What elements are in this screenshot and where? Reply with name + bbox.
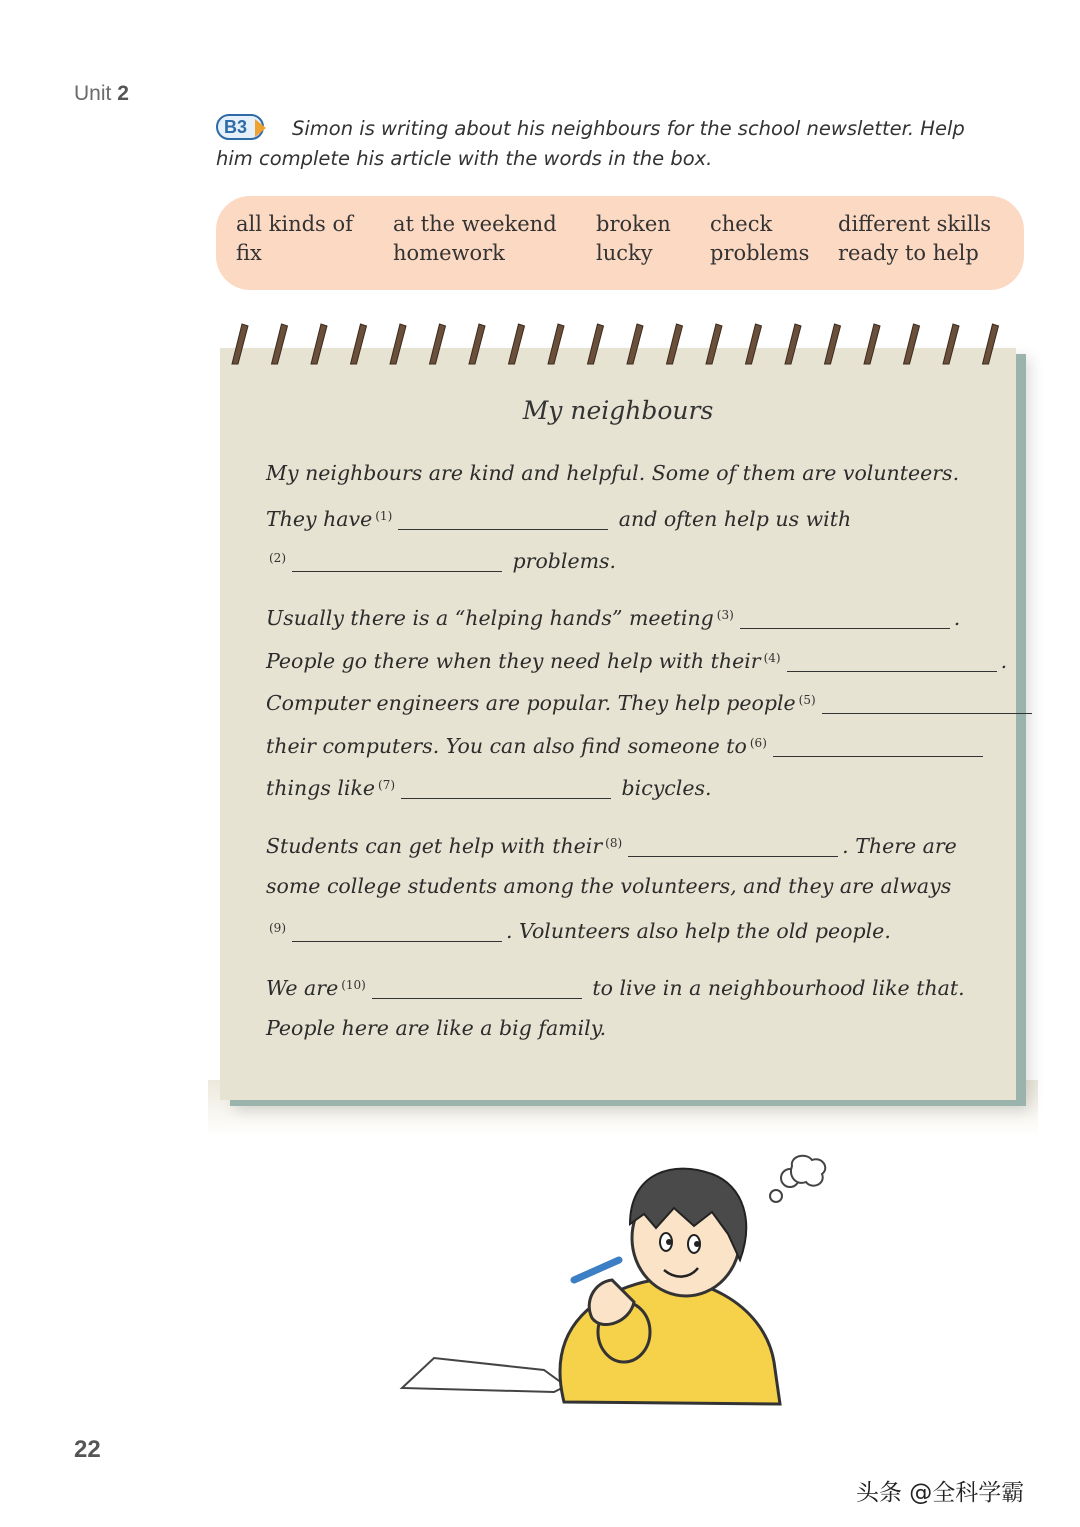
blank-number: (9)	[269, 921, 286, 935]
article-paragraph	[266, 594, 1008, 807]
answer-blank[interactable]	[822, 689, 1032, 714]
article-text: bicycles.	[615, 776, 712, 800]
spiral-binding	[220, 318, 1020, 368]
article-text: some college students among the volunteers, and they are always	[266, 873, 952, 898]
unit-text: Unit	[74, 82, 112, 105]
article-text: Computer engineers are popular. They help people	[266, 691, 796, 715]
article-text: . Volunteers also help the old people.	[506, 919, 891, 943]
blank-number: (2)	[269, 551, 286, 565]
article-text: problems.	[506, 549, 617, 573]
answer-blank[interactable]	[398, 505, 608, 530]
word-item: homework	[393, 241, 505, 265]
spiral-ring	[864, 324, 880, 364]
spiral-ring	[746, 324, 762, 364]
spiral-ring	[588, 324, 604, 364]
article-line	[266, 679, 996, 722]
watermark: 头条 @全科学霸	[856, 1480, 1025, 1506]
spiral-ring	[430, 324, 446, 364]
task-instruction: Simon is writing about his neighbours for the school newsletter. Help him complete his article with the words in the box.	[216, 117, 965, 170]
spiral-ring	[390, 324, 406, 364]
blank-number: (1)	[375, 508, 393, 523]
article-paragraph	[266, 822, 996, 950]
blank-number: (6)	[749, 735, 767, 750]
article-text: People here are like a big family.	[266, 1015, 607, 1040]
spiral-ring	[351, 324, 367, 364]
article-line	[266, 537, 996, 580]
blank-number: (10)	[341, 978, 366, 992]
article-text: Usually there is a “helping hands” meeting	[266, 606, 714, 630]
article-line	[266, 722, 996, 765]
article-line	[266, 764, 996, 807]
article-line	[266, 637, 1008, 680]
article-title: My neighbours	[522, 396, 714, 425]
article-line	[266, 452, 996, 495]
spiral-ring	[509, 324, 525, 364]
article-paragraph	[266, 964, 996, 1049]
article-text: Students can get help with their	[266, 834, 603, 858]
task-badge	[216, 114, 264, 140]
article-line	[266, 594, 996, 637]
word-item: at the weekend	[393, 212, 557, 236]
article-text: things like	[266, 776, 376, 800]
article-text: .	[1000, 648, 1008, 673]
answer-blank[interactable]	[773, 732, 983, 757]
article-line	[266, 907, 996, 950]
answer-blank[interactable]	[628, 832, 838, 857]
answer-blank[interactable]	[740, 604, 950, 629]
spiral-ring	[983, 324, 999, 364]
answer-blank[interactable]	[292, 547, 502, 572]
article-text: People go there when they need help with their	[266, 648, 761, 673]
blank-number: (7)	[378, 778, 396, 792]
article-text: and often help us with	[612, 506, 852, 531]
word-item: problems	[710, 241, 810, 265]
word-box-column	[393, 210, 557, 268]
article-text: to live in a neighbourhood like that.	[585, 976, 965, 1000]
unit-label	[74, 82, 129, 106]
article-line	[266, 964, 996, 1007]
blank-number: (8)	[605, 836, 623, 850]
word-item: fix	[236, 241, 262, 265]
task-badge-label: B3	[224, 116, 248, 137]
answer-blank[interactable]	[401, 774, 611, 799]
spiral-ring	[311, 324, 327, 364]
answer-blank[interactable]	[372, 974, 582, 999]
word-box-column	[596, 210, 671, 268]
word-item: broken	[596, 212, 671, 236]
spiral-ring	[825, 324, 841, 364]
blank-number: (5)	[798, 693, 816, 707]
spiral-ring	[785, 324, 801, 364]
spiral-ring	[469, 324, 485, 364]
article-line	[266, 1007, 996, 1050]
spiral-ring	[943, 324, 959, 364]
spiral-ring	[548, 324, 564, 364]
article-text: .	[953, 606, 961, 630]
article-line	[266, 865, 996, 908]
blank-number: (3)	[716, 608, 734, 622]
article-text: My neighbours are kind and helpful. Some of them are volunteers.	[266, 461, 960, 485]
word-item: different skills	[838, 212, 992, 236]
article-line	[266, 495, 996, 538]
spiral-ring	[627, 324, 643, 364]
boy-thinking-icon	[394, 1152, 834, 1414]
word-item: ready to help	[838, 241, 979, 265]
play-arrow-icon	[255, 119, 266, 137]
spiral-ring	[904, 324, 920, 364]
article-text: . There are	[842, 834, 957, 858]
notepad	[220, 348, 1016, 1100]
article-text: We are	[266, 976, 339, 1000]
word-item: check	[710, 212, 773, 236]
spiral-ring	[272, 324, 288, 364]
spiral-ring	[232, 324, 248, 364]
word-item: lucky	[596, 241, 653, 265]
spiral-ring	[667, 324, 683, 364]
word-box-column	[838, 210, 991, 268]
article-line	[266, 822, 996, 865]
word-box	[216, 196, 1024, 290]
word-item: all kinds of	[236, 212, 353, 236]
word-box-column	[236, 210, 353, 268]
spiral-ring	[706, 324, 722, 364]
word-box-column	[710, 210, 809, 268]
article-paragraph	[266, 452, 996, 580]
answer-blank[interactable]	[787, 647, 997, 672]
answer-blank[interactable]	[292, 917, 502, 942]
article-text: They have	[266, 506, 373, 531]
unit-number: 2	[117, 82, 129, 105]
page-number: 22	[74, 1436, 101, 1463]
article-text: their computers. You can also find someone to	[266, 733, 747, 758]
blank-number: (4)	[763, 650, 781, 665]
